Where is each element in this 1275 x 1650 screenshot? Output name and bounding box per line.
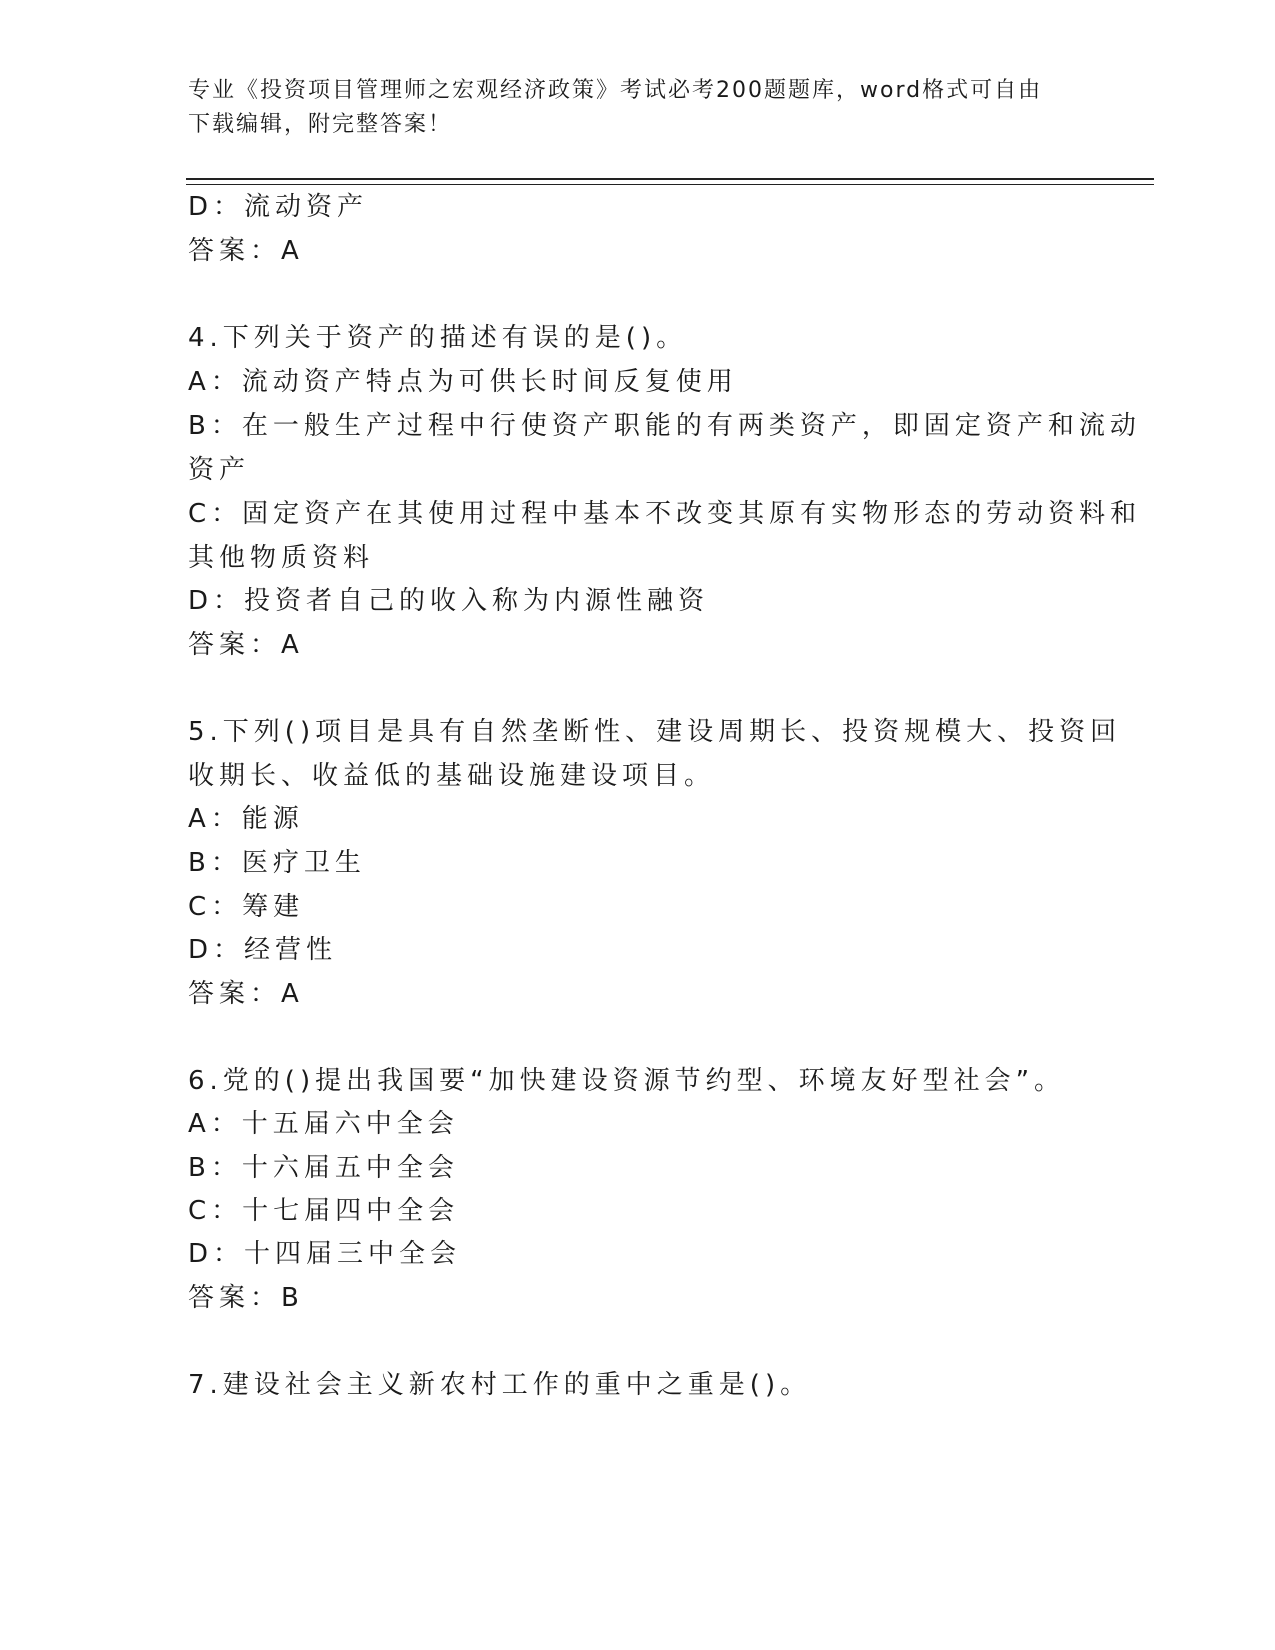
q3-answer: 答案：A: [188, 236, 304, 266]
q6-option-d: D：十四届三中全会: [188, 1239, 462, 1269]
q5-question-line-2: 收期长、收益低的基础设施建设项目。: [188, 761, 716, 791]
q4-question: 4.下列关于资产的描述有误的是()。: [188, 323, 688, 353]
q4-option-c-line-1: C：固定资产在其使用过程中基本不改变其原有实物形态的劳动资料和: [188, 499, 1142, 529]
q4-option-d: D：投资者自己的收入称为内源性融资: [188, 586, 710, 616]
document-header: [188, 74, 1088, 142]
header-divider-thin: [186, 184, 1154, 185]
header-divider-thick: [186, 178, 1154, 180]
q5-answer: 答案：A: [188, 979, 304, 1009]
q5-question-line-1: 5.下列()项目是具有自然垄断性、建设周期长、投资规模大、投资回: [188, 717, 1122, 747]
q4-option-c-line-2: 其他物质资料: [188, 543, 375, 573]
header-line-2: 下载编辑，附完整答案！: [188, 112, 453, 137]
q4-option-a: A：流动资产特点为可供长时间反复使用: [188, 367, 738, 397]
q6-answer: 答案：B: [188, 1283, 304, 1313]
q5-option-b: B：医疗卫生: [188, 848, 366, 878]
q6-option-b: B：十六届五中全会: [188, 1153, 459, 1183]
q4-option-b-line-2: 资产: [188, 455, 251, 485]
q3-option-d: D：流动资产: [188, 192, 369, 222]
q4-answer: 答案：A: [188, 630, 304, 660]
q5-option-c: C：筹建: [188, 892, 305, 922]
q6-question: 6.党的()提出我国要“加快建设资源节约型、环境友好型社会”。: [188, 1066, 1066, 1096]
q5-option-d: D：经营性: [188, 935, 338, 965]
q5-option-a: A：能源: [188, 804, 304, 834]
q6-option-a: A：十五届六中全会: [188, 1109, 459, 1139]
header-line-1: 专业《投资项目管理师之宏观经济政策》考试必考200题题库，word格式可自由: [188, 78, 1043, 103]
q4-option-b-line-1: B：在一般生产过程中行使资产职能的有两类资产，即固定资产和流动: [188, 411, 1141, 441]
q7-question: 7.建设社会主义新农村工作的重中之重是()。: [188, 1370, 812, 1400]
q6-option-c: C：十七届四中全会: [188, 1196, 460, 1226]
